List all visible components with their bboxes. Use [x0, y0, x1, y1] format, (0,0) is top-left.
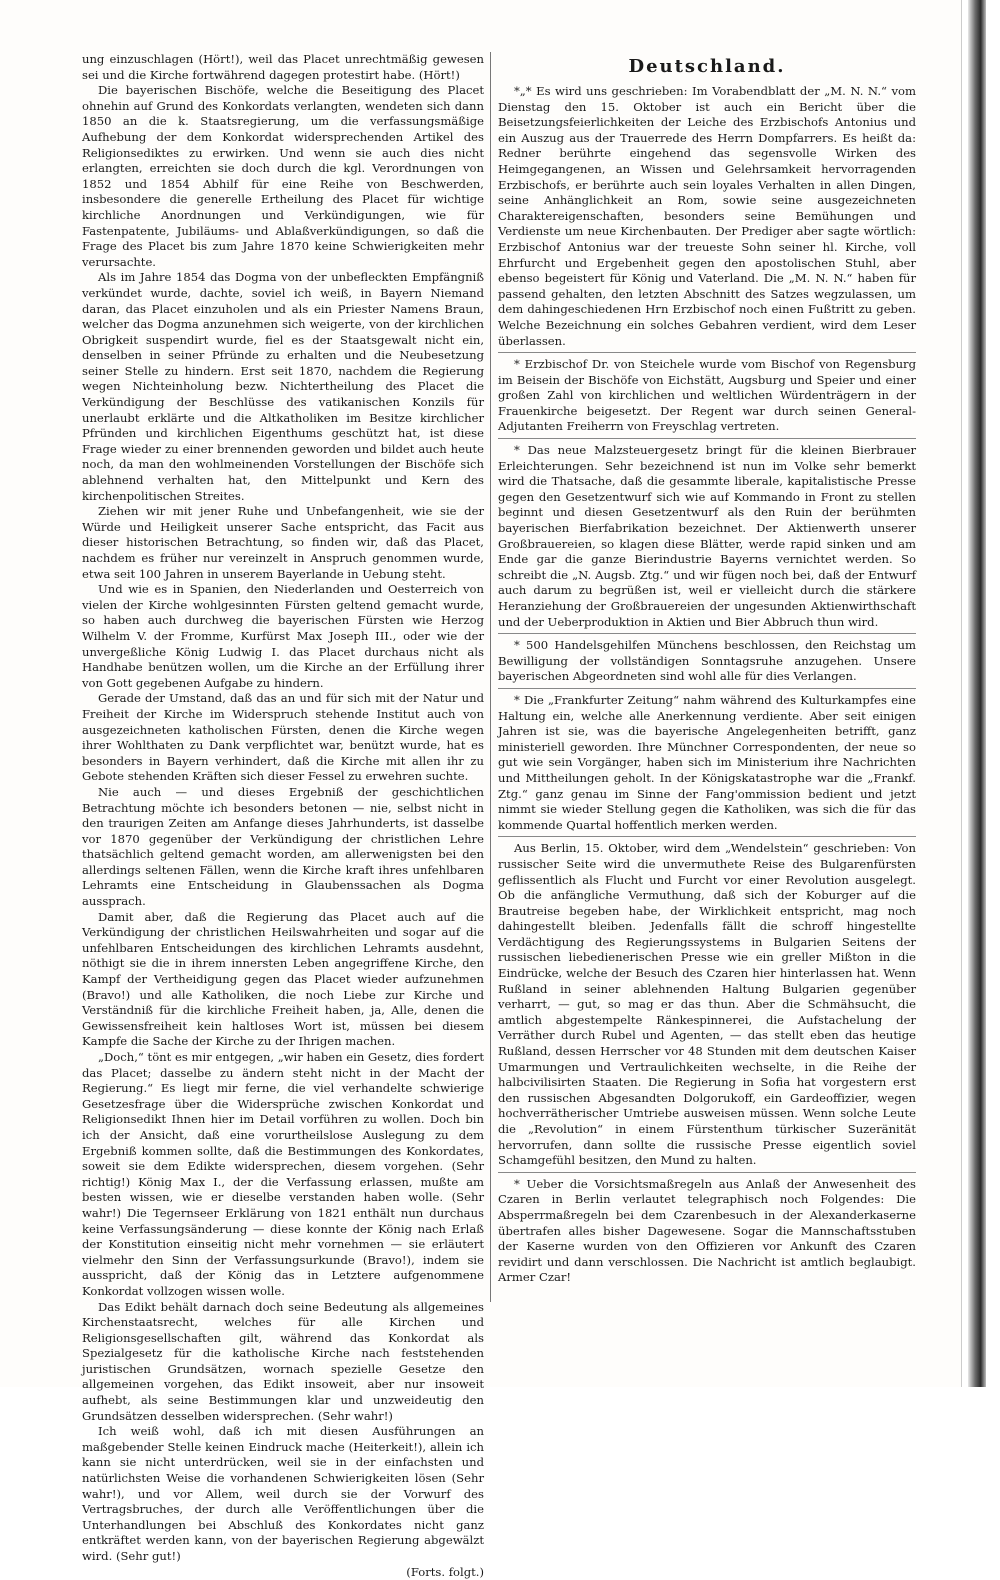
news-item: Aus Berlin, 15. Oktober, wird dem „Wendelstein“ geschrieben: Von russischer Seite wird die unvermuthete Reise des Bulgarenfürsten geflissentlich als Flucht und Furcht vor einer Revolution ausgelegt. Ob die anfängliche Vermuthung, daß sich der Koburger auf die Brautreise begeben habe, der Wirklichkeit entspricht, mag noch dahingestellt bleiben. Jedenfalls fällt die schroff hingestellte Verdächtigung des Regierungssystems in Bulgarien Seitens der russischen liebedienerischen Presse wie ein greller Mißton in die Eindrücke, welche der Besuch des Czaren hier hinterlassen hat. Wenn Rußland in seiner ablehnenden Haltung Bulgarien gegenüber verharrt, — gut, so mag er das thun. Aber die Schmähsucht, die amtlich abgestempelte Ränkespinnerei, die Aufstachelung der Verräther durch Rubel und Agenten, — das stellt eben das heutige Rußland, dessen Herrscher vor 48 Stunden mit dem deutschen Kaiser Umarmungen und Vertraulichkeiten wechselte, in die Reihe der halbcivilisirten Staaten. Die Regierung in Sofia hat vorgestern erst den russischen Abgesandten Dolgorukoff, ein Gardeoffizier, wegen hochverrätherischer Umtriebe ausweisen müssen. Wenn solche Leute die „Revolution“ in einem Fürstenthum türkischer Suzeränität hervorrufen, dann sollte die russische Presse eigentlich soviel Schamgefühl besitzen, den Mund zu halten.	[498, 841, 916, 1168]
book-spine	[968, 0, 986, 1387]
news-item: * Erzbischof Dr. von Steichele wurde vom Bischof von Regensburg im Beisein der Bischöfe von Eichstätt, Augsburg und Speier und einer großen Zahl von kirchlichen und weltlichen Würdenträgern in der Frauenkirche beigesetzt. Der Regent war durch seinen General-Adjutanten Freiherrn von Freyschlag vertreten.	[498, 357, 916, 434]
section-title: Deutschland.	[628, 56, 786, 77]
paragraph: Ziehen wir mit jener Ruhe und Unbefangenheit, wie sie der Würde und Heiligkeit unserer Sache entspricht, das Facit aus dieser historischen Betrachtung, so finden wir, daß das Placet, nachdem es früher nur vereinzelt in Anspruch genommen wurde, etwa seit 100 Jahren in unserem Bayerlande in Uebung steht.	[82, 504, 484, 581]
news-item: * Das neue Malzsteuergesetz bringt für die kleinen Bierbrauer Erleichterungen. Sehr bezeichnend ist nun im Volke sehr bemerkt wird die Thatsache, daß die gesammte liberale, kapitalistische Presse gegen den Gesetzentwurf sich wie auf Kommando in Front zu stellen beginnt und diesen Gesetzentwurf als den Ruin der berühmten bayerischen Bierfabrikation bezeichnet. Der Aktienwerth unserer Großbrauereien, so klagen diese Blätter, werde rapid sinken und am Ende gar die ganze Bierindustrie Bayerns vernichtet werden. So schreibt die „N. Augsb. Ztg.“ und wir fügen noch bei, daß der Entwurf auch darum zu begrüßen ist, weil er vielleicht durch die stärkere Heranziehung der Großbrauereien der ungesunden Aktienwirthschaft und der Ueberproduktion in Aktien und Bier Abbruch thun wird.	[498, 443, 916, 629]
news-item: *„* Es wird uns geschrieben: Im Vorabendblatt der „M. N. N.“ vom Dienstag den 15. Oktober ist auch ein Bericht über die Beisetzungsfeierlichkeiten der Leiche des Erzbischofs Antonius und ein Auszug aus der Trauerrede des Herrn Dompfarrers. Es heißt da: Redner berührte eingehend das segensvolle Wirken des Heimgegangenen, an Wissen und Gelehrsamkeit hervorragenden Erzbischofs, er berührte auch sein loyales Verhalten in allen Dingen, seine Anhänglichkeit an Rom, sowie seine ausgezeichneten Charaktereigenschaften, besonders seine Bemühungen und Verdienste um neue Kirchenbauten. Der Prediger aber sagte wörtlich: Erzbischof Antonius war der treueste Sohn seiner hl. Kirche, voll Ehrfurcht und Ergebenheit gegen den apostolischen Stuhl, aber ebenso begeistert für König und Vaterland. Die „M. N. N.“ haben für passend gehalten, den letzten Abschnitt des Satzes wegzulassen, um dem dahingeschiedenen Hrn Erzbischof noch einen Fußtritt zu geben. Welche Bezeichnung ein solches Gebahren verdient, wird dem Leser überlassen.	[498, 84, 916, 348]
paragraph: ung einzuschlagen (Hört!), weil das Placet unrechtmäßig gewesen sei und die Kirche fortwährend dagegen protestirt habe. (Hört!)	[82, 52, 484, 82]
paragraph: Das Edikt behält darnach doch seine Bedeutung als allgemeines Kirchenstaatsrecht, welches für alle Kirchen und Religionsgesellschaften gilt, während das Konkordat als Spezialgesetz für die katholische Kirche nach feststehenden juristischen Grundsätzen, wornach spezielle Gesetze den allgemeinen vorgehen, das Edikt insoweit, aber nur insoweit aufhebt, als seine Bestimmungen klar und unzweideutig den Grundsätzen desselben widersprechen. (Sehr wahr!)	[82, 1299, 484, 1423]
news-item: * 500 Handelsgehilfen Münchens beschlossen, den Reichstag um Bewilligung der vollständigen Sonntagsruhe anzugehen. Unsere bayerischen Abgeordneten sind wohl alle für dies Verlangen.	[498, 638, 916, 684]
paragraph: Ich weiß wohl, daß ich mit diesen Ausführungen an maßgebender Stelle keinen Eindruck mache (Heiterkeit!), allein ich kann sie nicht unterdrücken, weil sie in der einfachsten und natürlichsten Weise die vorhandenen Schwierigkeiten lösen (Sehr wahr!), und vor Allem, weil durch sie der Vorwurf des Vertragsbruches, der durch alle Veröffentlichungen über die Unterhandlungen bei Abschluß des Konkordates nicht ganz entkräftet werden kann, von der bayerischen Regierung abgewälzt wird. (Sehr gut!)	[82, 1424, 484, 1563]
item-separator	[498, 352, 916, 353]
paragraph: Als im Jahre 1854 das Dogma von der unbefleckten Empfängniß verkündet wurde, dachte, soviel ich weiß, in Bayern Niemand daran, das Placet einzuholen und als ein Priester Namens Braun, welcher das Dogma anzunehmen sich weigerte, von der kirchlichen Obrigkeit suspendirt wurde, fiel es der Staatsgewalt nicht ein, denselben in seiner Pfründe zu erhalten und die Neubesetzung seiner Stelle zu hindern. Erst seit 1870, nachdem die Regierung wegen Nichteinholung bezw. Nichtertheilung des Placet die Verkündigung der Beschlüsse des vatikanischen Konzils für unerlaubt erklärte und die Altkatholiken im Besitze kirchlicher Pfründen und kirchlichen Eigenthums geschützt hat, ist diese Frage wieder zu einer brennenden geworden und bildet auch heute noch, da man den wohlmeinenden Vorstellungen der Bischöfe sich ablehnend verhalten hat, den Mittelpunkt und Kern des kirchenpolitischen Streites.	[82, 270, 484, 503]
item-separator	[498, 1172, 916, 1173]
continuation-note: (Forts. folgt.)	[406, 1564, 484, 1579]
paragraph: Gerade der Umstand, daß das an und für sich mit der Natur und Freiheit der Kirche im Widerspruch stehende Institut auch von ausgezeichneten katholischen Fürsten, denen die Kirche wegen ihrer Wohlthaten zu Dank verpflichtet war, benützt wurde, hat es besonders in Bayern verhindert, daß die Kirche mit allen ihr zu Gebote stehenden Kräften sich dieser Fessel zu erwehren suchte.	[82, 691, 484, 784]
paragraph: „Doch,“ tönt es mir entgegen, „wir haben ein Gesetz, dies fordert das Placet; dasselbe zu ändern steht nicht in der Macht der Regierung.“ Es liegt mir ferne, die viel verhandelte schwierige Gesetzesfrage über die Widersprüche zwischen Konkordat und Religionsedikt Ihnen hier im Detail vorführen zu wollen. Doch bin ich der Ansicht, daß eine vorurtheilslose Auslegung zu dem Ergebniß kommen sollte, daß die Bestimmungen des Konkordates, soweit sie dem Edikte widersprechen, diesem vorgehen. (Sehr richtig!) König Max I., der die Verfassung erlassen, mußte am besten wissen, wie er dieselbe verstanden haben wolle. (Sehr wahr!) Die Tegernseer Erklärung von 1821 enthält nun durchaus keine Verfassungsänderung — diese konnte der König nach Erlaß der Konstitution einseitig nicht mehr vornehmen — sie erläutert vielmehr den Sinn der Verfassungsurkunde (Bravo!), indem sie ausspricht, daß der König das in Letztere aufgenommene Konkordat vollzogen wissen wolle.	[82, 1050, 484, 1298]
item-separator	[498, 438, 916, 439]
column-divider	[490, 52, 491, 1302]
paragraph: Nie auch — und dieses Ergebniß der geschichtlichen Betrachtung möchte ich besonders betonen — nie, selbst nicht in den traurigen Zeiten am Anfange dieses Jahrhunderts, ist dasselbe vor 1870 gegenüber der Verkündigung der christlichen Lehre thatsächlich geltend gemacht worden, am allerwenigsten bei den allerdings seltenen Fällen, wenn die Kirche kraft ihres unfehlbaren Lehramts eine Entscheidung in Glaubenssachen als Dogma aussprach.	[82, 784, 484, 909]
item-separator	[498, 633, 916, 634]
paragraph: Und wie es in Spanien, den Niederlanden und Oesterreich von vielen der Kirche wohlgesinnten Fürsten geltend gemacht wurde, so haben auch durchweg die bayerischen Fürsten wie Herzog Wilhelm V. der Fromme, Kurfürst Max Joseph III., oder wie der unvergeßliche König Ludwig I. das Placet durchaus nicht als Handhabe benützen wollen, um die Kirche an der Erfüllung ihrer von Gott gegebenen Aufgabe zu hindern.	[82, 582, 484, 690]
paragraph: Die bayerischen Bischöfe, welche die Beseitigung des Placet ohnehin auf Grund des Konkordats verlangten, wendeten sich dann 1850 an die k. Staatsregierung, um die verfassungsmäßige Aufhebung der dem Konkordat widersprechenden Artikel des Religionsediktes zu erwirken. Und wenn sie auch dies nicht erlangten, erreichten sie doch durch die kgl. Verordnungen von 1852 und 1854 Abhilf für eine Reihe von Beschwerden, insbesondere die generelle Ertheilung des Placet für wichtige kirchliche Anordnungen und Verkündigungen, wie für Fastenpatente, Jubiläums- und Ablaßverkündigungen, so daß die Frage des Placet bis zum Jahre 1870 keine Schwierigkeiten mehr verursachte.	[82, 83, 484, 269]
right-column	[498, 52, 916, 1352]
item-separator	[498, 688, 916, 689]
left-column	[82, 52, 484, 1579]
item-separator	[498, 836, 916, 837]
news-item: * Ueber die Vorsichtsmaßregeln aus Anlaß der Anwesenheit des Czaren in Berlin verlautet telegraphisch noch Folgendes: Die Absperrmaßregeln bei dem Czarenbesuch in der Alexanderkaserne übertrafen alles bisher Dagewesene. Sogar die Mannschaftsstuben der Kaserne wurden von den Offizieren vor Ankunft des Czaren revidirt und dann verschlossen. Die Nachricht ist amtlich beglaubigt. Armer Czar!	[498, 1176, 916, 1285]
news-item: * Die „Frankfurter Zeitung“ nahm während des Kulturkampfes eine Haltung ein, welche alle Anerkennung verdiente. Aber seit einigen Jahren ist sie, was die bayerische Angelegenheiten betrifft, ganz ministeriell geworden. Ihre Münchner Correspondenten, der neue so gut wie sein Vorgänger, haben sich im Ministerium ihre Nachrichten und Mittheilungen geholt. In der Königskatastrophe war die „Frankf. Ztg.“ ganz genau im Sinne der Fang'ommission bedient und jetzt nimmt sie wieder Stellung gegen die Katholiken, was sich die für das kommende Quartal hoffentlich merken werden.	[498, 692, 916, 832]
paragraph: Damit aber, daß die Regierung das Placet auch auf die Verkündigung der christlichen Heilswahrheiten und sogar auf die unfehlbaren Entscheidungen des kirchlichen Lehramts ausdehnt, nöthigt sie die in ihrem innersten Leben angegriffene Kirche, den Kampf der Vertheidigung gegen das Placet wieder aufzunehmen (Bravo!) und alle Katholiken, die noch Liebe zur Kirche und Verständniß für die kirchliche Freiheit haben, ja, Alle, denen die Gewissensfreiheit kein haltloses Wort ist, müssen bei diesem Kampfe die Sache der Kirche zu der Ihrigen machen.	[82, 909, 484, 1049]
